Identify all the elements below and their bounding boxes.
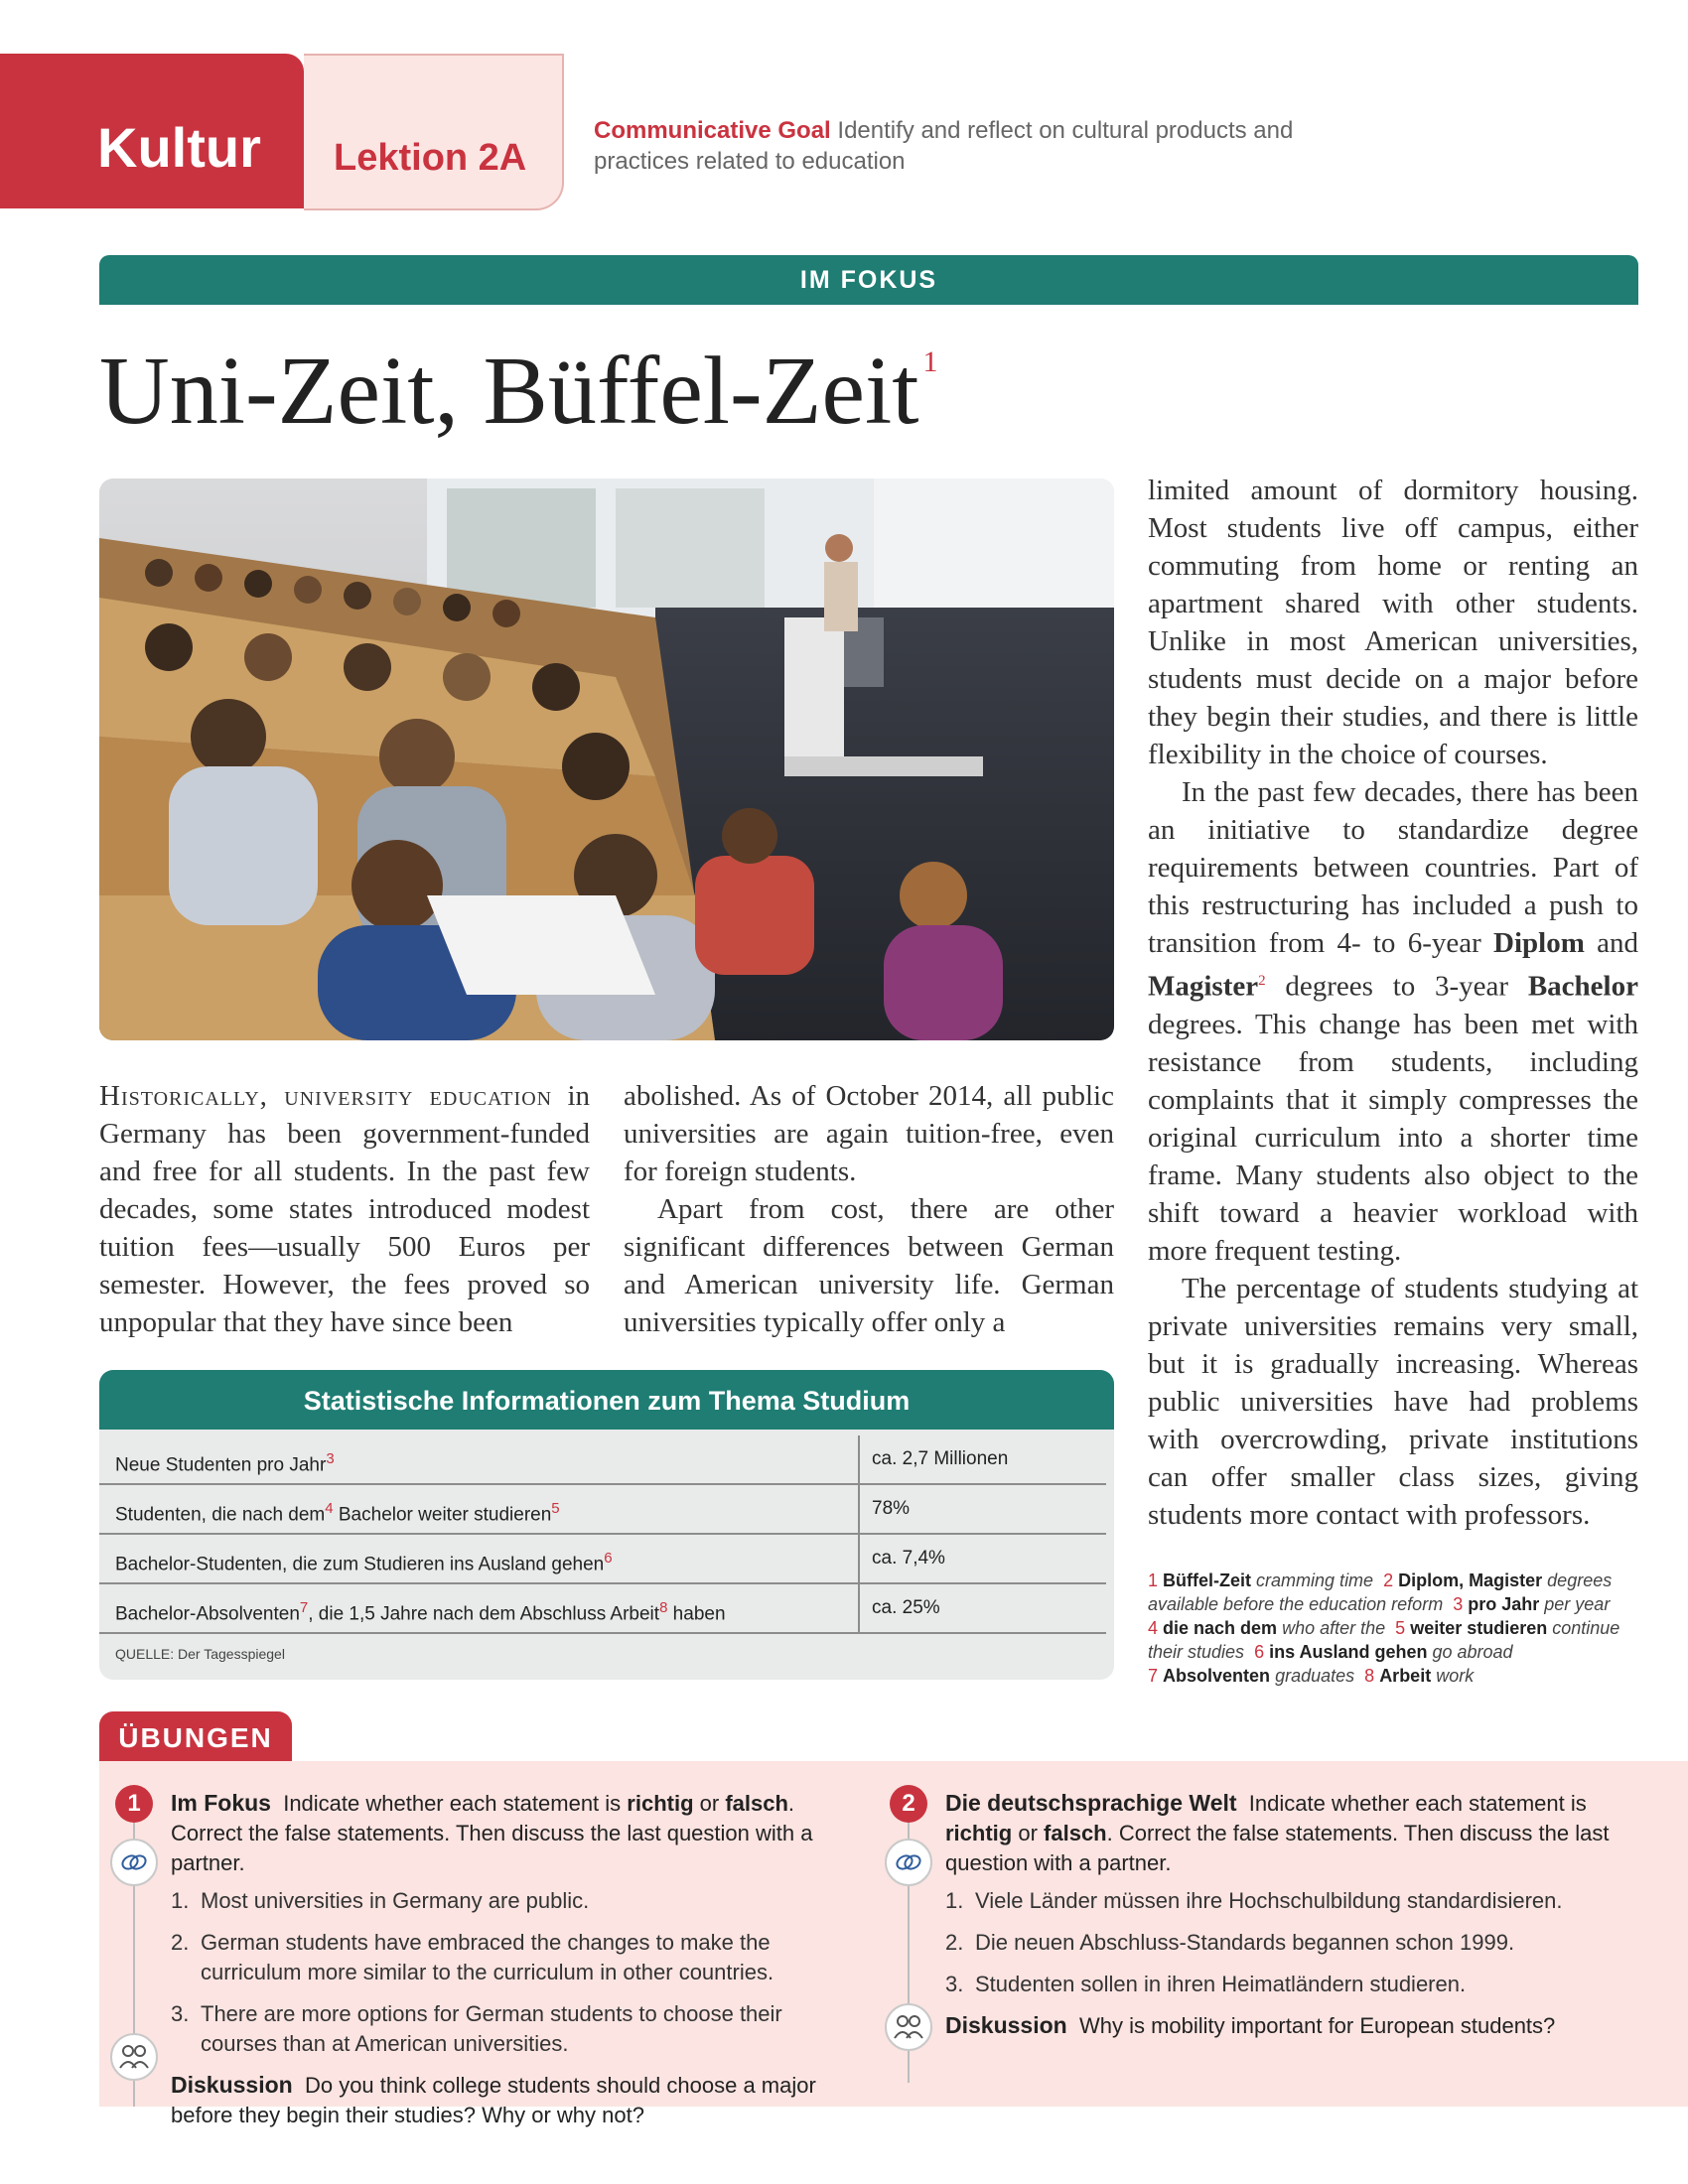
article-paragraph-4: The percentage of students studying at private universities remains very small, but it is gradually increasing. Whereas public universities have had problems with overcrowding, private institutions can offer smaller class sizes, giving students more contact with professors.	[1148, 1272, 1638, 1531]
column-divider	[858, 1535, 860, 1582]
discussion-text: Why is mobility important for European students?	[1078, 2013, 1556, 2038]
uebungen-tab	[99, 1711, 292, 1763]
table-row	[99, 1485, 1106, 1535]
p3-text-a: In the past few decades, there has been an initiative to standardize degree requirements between countries. Part of this restructuring has included a push to transition from 4- to 6-year	[1148, 776, 1638, 959]
footnote-term: die nach dem	[1163, 1618, 1278, 1638]
row-label	[115, 1485, 560, 1539]
footnote-number: 3	[1453, 1594, 1464, 1614]
discussion-label: Diskussion	[945, 2012, 1067, 2038]
goal-label: Communicative Goal	[594, 117, 831, 144]
exercise-title: Im Fokus	[171, 1790, 271, 1816]
footnote-gloss: cramming time	[1256, 1570, 1374, 1590]
discussion-text: Do you think college students should choose a major before they begin their studies? Why or why not?	[171, 2073, 816, 2127]
item-text: Die neuen Abschluss-Standards begannen schon 1999.	[975, 1930, 1515, 1955]
list-item	[171, 1886, 846, 1916]
statistics-table-title: Statistische Informationen zum Thema Studium	[99, 1370, 1114, 1430]
row-label-text: Bachelor weiter studieren	[333, 1504, 552, 1526]
table-row	[99, 1435, 1106, 1485]
im-fokus-banner	[99, 255, 1638, 305]
item-number: 3.	[945, 1972, 964, 1996]
row-label-text: Bachelor-Studenten, die zum Studieren ins Ausland gehen	[115, 1554, 605, 1575]
footnote-term: weiter studieren	[1410, 1618, 1548, 1638]
page-title	[99, 336, 938, 447]
row-label-text: Bachelor-Absolventen	[115, 1603, 300, 1625]
item-text: Most universities in Germany are public.	[201, 1888, 590, 1913]
exercise-instructions	[171, 1789, 846, 1878]
discussion-group-icon	[885, 2003, 932, 2051]
row-label-text: Neue Studenten pro Jahr	[115, 1454, 327, 1476]
footnote-term: Arbeit	[1379, 1666, 1432, 1686]
article-paragraph-2-start: Apart from cost, there are other significant differences between German and American university life. German universities typically offer only a	[624, 1193, 1114, 1338]
table-row	[99, 1535, 1106, 1584]
discussion-prompt	[945, 2011, 1620, 2041]
article-paragraph-1-end: abolished. As of October 2014, all public universities are again tuition-free, even for foreign students.	[624, 1080, 1114, 1187]
lecture-hall-illustration	[99, 478, 1114, 1040]
partner-chat-icon	[110, 1839, 158, 1886]
column-divider	[858, 1485, 860, 1533]
instr-text: Indicate whether each statement is	[1248, 1791, 1587, 1816]
exercise-1	[127, 1789, 846, 2130]
footnotes	[1148, 1569, 1638, 1688]
title-text: Uni-Zeit, Büffel-Zeit	[99, 338, 919, 445]
footnote-term: Absolventen	[1163, 1666, 1271, 1686]
communicative-goal	[594, 115, 1309, 177]
instr-falsch: falsch	[1044, 1821, 1107, 1845]
footnote-gloss: per year	[1544, 1594, 1611, 1614]
article-column-2	[624, 1077, 1114, 1341]
item-text: German students have embraced the changes to make the curriculum more similar to the curriculum in other countries.	[201, 1930, 774, 1984]
exercise-items	[945, 1886, 1620, 1999]
discussion-group-icon	[110, 2033, 158, 2081]
instr-text: . Correct the false statements. Then discuss the last question with a partner.	[171, 1791, 813, 1875]
row-label	[115, 1535, 613, 1588]
exercise-2	[902, 1789, 1620, 2041]
list-item	[945, 1886, 1620, 1916]
footnote-term: pro Jahr	[1468, 1594, 1540, 1614]
item-text: There are more options for German students to choose their courses than at American universities.	[201, 2001, 782, 2056]
item-text: Viele Länder müssen ihre Hochschulbildung standardisieren.	[975, 1888, 1563, 1913]
instr-or: or	[693, 1791, 726, 1816]
exercise-instructions	[945, 1789, 1620, 1878]
footnote-gloss: go abroad	[1432, 1642, 1513, 1662]
list-item	[171, 1999, 846, 2059]
list-item	[945, 1970, 1620, 1999]
footnote-ref: 4	[325, 1500, 334, 1517]
footnote-number: 7	[1148, 1666, 1159, 1686]
lesson-tab-label: Lektion 2A	[334, 137, 527, 179]
discussion-prompt	[171, 2071, 846, 2130]
footnote-number: 8	[1364, 1666, 1375, 1686]
list-item	[171, 1928, 846, 1987]
section-tab-label: Kultur	[97, 116, 261, 179]
instr-richtig: richtig	[627, 1791, 694, 1816]
instr-richtig: richtig	[945, 1821, 1013, 1845]
footnote-ref-2: 2	[1258, 973, 1266, 989]
instr-text: . Correct the false statements. Then discuss the last question with a partner.	[945, 1821, 1610, 1875]
footnote-number: 4	[1148, 1618, 1159, 1638]
uebungen-tab-label: ÜBUNGEN	[118, 1722, 273, 1753]
article-column-3	[1148, 472, 1638, 1534]
item-number: 3.	[171, 2001, 190, 2026]
table-source: QUELLE: Der Tagesspiegel	[115, 1646, 285, 1662]
footnote-number: 2	[1383, 1570, 1394, 1590]
exercise-title: Die deutschsprachige Welt	[945, 1790, 1237, 1816]
column-divider	[858, 1584, 860, 1632]
exercise-number: 2	[890, 1785, 927, 1823]
footnote-term: Diplom, Magister	[1398, 1570, 1543, 1590]
exercise-number: 1	[115, 1785, 153, 1823]
item-number: 1.	[945, 1888, 964, 1913]
footnote-number: 5	[1395, 1618, 1406, 1638]
item-number: 2.	[171, 1930, 190, 1955]
footnote-gloss: continue their studies	[1148, 1618, 1620, 1662]
footnote-term: Büffel-Zeit	[1163, 1570, 1252, 1590]
row-value: ca. 2,7 Millionen	[872, 1448, 1009, 1469]
row-label	[115, 1435, 335, 1489]
row-label-text: , die 1,5 Jahre nach dem Abschluss Arbeit	[308, 1603, 660, 1625]
footnote-ref: 5	[551, 1500, 560, 1517]
row-value: ca. 25%	[872, 1597, 940, 1618]
row-label-text: Studenten, die nach dem	[115, 1504, 326, 1526]
exercise-items	[171, 1886, 846, 2059]
footnote-gloss: who after the	[1282, 1618, 1386, 1638]
footnote-term: ins Ausland gehen	[1269, 1642, 1428, 1662]
p3-and: and	[1584, 927, 1638, 959]
footnote-gloss: degrees available before the education reform	[1148, 1570, 1613, 1614]
row-label	[115, 1584, 726, 1638]
term-diplom: Diplom	[1493, 927, 1585, 959]
footnote-ref: 8	[659, 1599, 668, 1616]
banner-label: IM FOKUS	[799, 266, 938, 294]
list-item	[945, 1928, 1620, 1958]
goal-text: Identify and reflect on cultural products and practices related to education	[594, 117, 1294, 175]
footnote-gloss: graduates	[1275, 1666, 1355, 1686]
footnote-ref: 3	[326, 1450, 335, 1467]
table-row	[99, 1584, 1106, 1634]
lesson-tab	[304, 54, 564, 210]
article-paragraph-3	[1148, 773, 1638, 1270]
instr-text: Indicate whether each statement is	[283, 1791, 628, 1816]
footnote-number: 6	[1254, 1642, 1265, 1662]
instr-or: or	[1012, 1821, 1045, 1845]
column-divider	[858, 1435, 860, 1483]
row-value: 78%	[872, 1498, 911, 1519]
discussion-label: Diskussion	[171, 2072, 293, 2098]
article-lead-caps: Historically, university education	[99, 1080, 553, 1112]
row-label-text: haben	[667, 1603, 726, 1625]
p3-text-d: degrees. This change has been met with resistance from students, including complaints that it simply compresses the original curriculum into a shorter time frame. Many students also object to the shift toward a heavier workload with more frequent testing.	[1148, 1008, 1638, 1267]
article-paragraph-1-start	[99, 1077, 590, 1341]
item-text: Studenten sollen in ihren Heimatländern studieren.	[975, 1972, 1467, 1996]
item-number: 1.	[171, 1888, 190, 1913]
footnote-ref: 7	[299, 1599, 309, 1616]
statistics-table	[99, 1370, 1114, 1680]
article-paragraph-2-end: limited amount of dormitory housing. Most students live off campus, either commuting from home or renting an apartment shared with other students. Unlike in most American universities, students must decide on a major before they begin their studies, and there is little flexibility in the choice of courses.	[1148, 475, 1638, 770]
section-tab-kultur	[0, 54, 304, 208]
title-footnote-ref: 1	[922, 345, 938, 378]
col1-text: in Germany has been government-funded and free for all students. In the past few decades, some states introduced modest tuition fees—usually 500 Euros per semester. However, the fees proved so unpopular that they have since been	[99, 1080, 590, 1338]
lecture-hall-photo	[99, 478, 1114, 1040]
term-bachelor: Bachelor	[1527, 970, 1638, 1003]
item-number: 2.	[945, 1930, 964, 1955]
footnote-gloss: work	[1436, 1666, 1475, 1686]
article-column-1	[99, 1077, 590, 1341]
partner-chat-icon	[885, 1839, 932, 1886]
row-value: ca. 7,4%	[872, 1548, 945, 1569]
term-magister: Magister	[1148, 970, 1259, 1003]
footnote-number: 1	[1148, 1570, 1159, 1590]
p3-text-c: degrees to 3-year	[1265, 970, 1528, 1003]
footnote-ref: 6	[604, 1550, 613, 1567]
instr-falsch: falsch	[725, 1791, 788, 1816]
